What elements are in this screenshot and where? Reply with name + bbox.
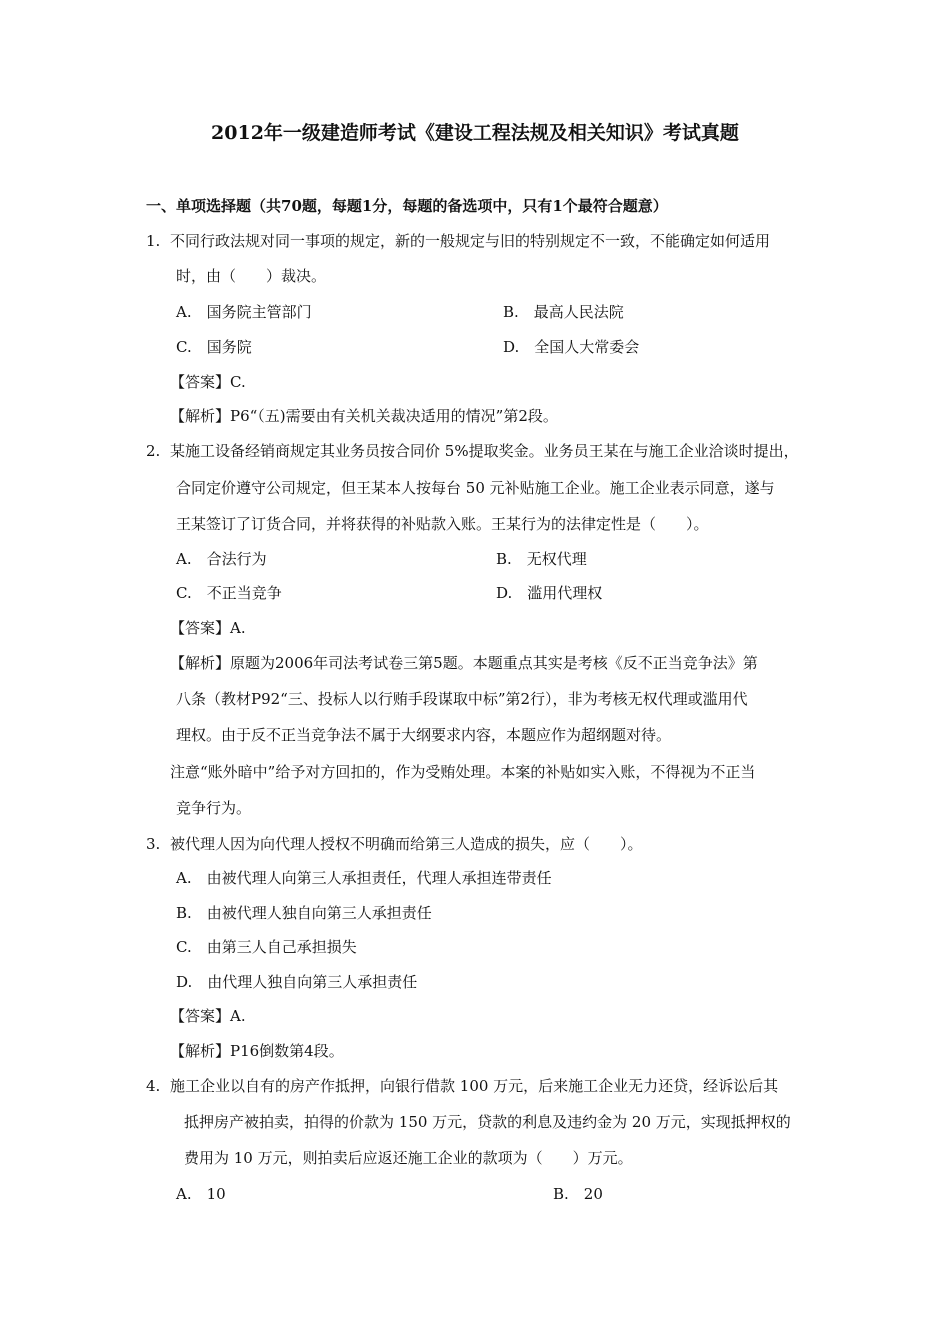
question-text-line: 王某签订了订货合同，并将获得的补贴款入账。王某行为的法律定性是（ ）。 — [176, 515, 709, 533]
question-1 — [146, 231, 770, 251]
question-4 — [146, 1076, 778, 1096]
option-a: A. 由被代理人向第三人承担责任，代理人承担连带责任 — [176, 869, 552, 887]
option-a: A. 合法行为 — [176, 550, 267, 568]
option-b: B. 由被代理人独自向第三人承担责任 — [176, 904, 432, 922]
question-text: 不同行政法规对同一事项的规定，新的一般规定与旧的特别规定不一致，不能确定如何适用 — [170, 232, 771, 250]
analysis-line: 八条（教材P92“三、投标人以行贿手段谋取中标”第2行），非为考核无权代理或滥用代 — [176, 690, 748, 708]
analysis: 【解析】P16倒数第4段。 — [170, 1042, 344, 1060]
option-b: B. 无权代理 — [496, 550, 587, 568]
question-text-line: 费用为 10 万元，则拍卖后应返还施工企业的款项为（ ）万元。 — [184, 1149, 633, 1167]
question-text: 某施工设备经销商规定其业务员按合同价 5%提取奖金。业务员王某在与施工企业洽谈时提出， — [170, 442, 799, 460]
option-c: C. 不正当竞争 — [176, 584, 282, 602]
question-text-line: 合同定价遵守公司规定，但王某本人按每台 50 元补贴施工企业。施工企业表示同意，遂与 — [176, 479, 775, 497]
answer: 【答案】C. — [170, 373, 246, 391]
page-title: 2012年一级建造师考试《建设工程法规及相关知识》考试真题 — [211, 122, 739, 144]
option-a: A. 10 — [176, 1185, 226, 1203]
option-b: B. 20 — [553, 1185, 603, 1203]
option-d: D. 滥用代理权 — [496, 584, 603, 602]
answer: 【答案】A. — [170, 619, 246, 637]
question-number: 1. — [146, 232, 161, 250]
option-d: D. 由代理人独自向第三人承担责任 — [176, 973, 418, 991]
question-text-line: 抵押房产被拍卖，拍得的价款为 150 万元，贷款的利息及违约金为 20 万元，实现抵押权的 — [184, 1113, 791, 1131]
question-text-line: 时，由（ ）裁决。 — [176, 267, 327, 285]
answer: 【答案】A. — [170, 1007, 246, 1025]
question-number: 4. — [146, 1077, 161, 1095]
question-text: 施工企业以自有的房产作抵押，向银行借款 100 万元，后来施工企业无力还贷，经诉讼后其 — [170, 1077, 779, 1095]
option-a: A. 国务院主管部门 — [176, 303, 312, 321]
question-2 — [146, 441, 799, 461]
analysis: 【解析】原题为2006年司法考试卷三第5题。本题重点其实是考核《反不正当竞争法》第 — [170, 654, 758, 672]
analysis-line: 注意“账外暗中”给予对方回扣的，作为受贿处理。本案的补贴如实入账，不得视为不正当 — [170, 763, 756, 781]
option-c: C. 国务院 — [176, 338, 252, 356]
option-d: D. 全国人大常委会 — [503, 338, 640, 356]
option-b: B. 最高人民法院 — [503, 303, 624, 321]
section-heading: 一、单项选择题（共70题，每题1分，每题的备选项中，只有1个最符合题意） — [146, 197, 668, 215]
analysis-line: 理权。由于反不正当竞争法不属于大纲要求内容，本题应作为超纲题对待。 — [176, 726, 672, 744]
question-number: 3. — [146, 835, 161, 853]
analysis-line: 竞争行为。 — [176, 799, 252, 817]
question-3 — [146, 834, 643, 854]
question-number: 2. — [146, 442, 161, 460]
option-c: C. 由第三人自己承担损失 — [176, 938, 357, 956]
question-text: 被代理人因为向代理人授权不明确而给第三人造成的损失，应（ ）。 — [170, 835, 643, 853]
analysis: 【解析】P6“（五)需要由有关机关裁决适用的情况”第2段。 — [170, 407, 558, 425]
